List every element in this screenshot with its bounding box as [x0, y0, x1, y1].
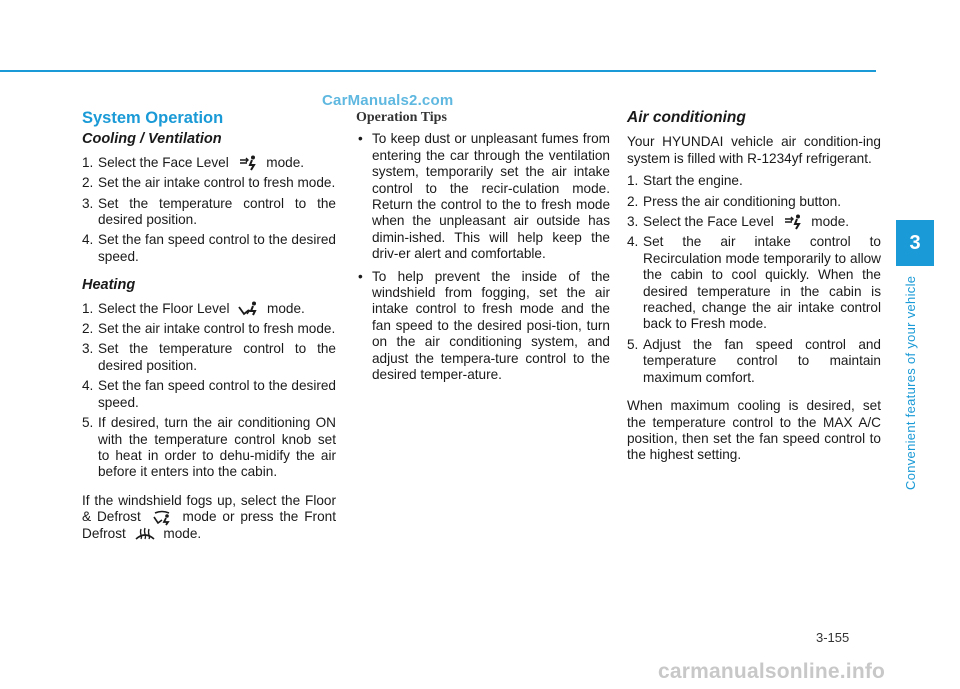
chapter-title: Convenient features of your vehicle: [903, 275, 918, 490]
list-item: • To help prevent the inside of the windshield from fogging, set the air intake control to fresh mode and the fan speed to the desired posi-tion, turn on the air conditioning system, and adjust the tempera-ture control to the desired temper-ature.: [358, 268, 610, 383]
floor-level-icon: [237, 301, 259, 317]
section-title: System Operation: [82, 109, 224, 127]
list-item: 4. Set the air intake control to Recirculation mode temporarily to allow the cabin to cool quickly. When the desired temperature in the cabin is reached, change the air intake control back to Fresh mode.: [627, 234, 881, 332]
list-item: 5. Adjust the fan speed control and temperature control to maintain maximum comfort.: [627, 336, 881, 385]
column-3: [627, 110, 881, 470]
list-item: 2. Set the air intake control to fresh mode.: [82, 175, 336, 191]
list-item: 2. Set the air intake control to fresh mode.: [82, 321, 336, 337]
column-1: [82, 110, 336, 548]
ac-steps: [627, 173, 881, 386]
list-item: 3. Select the Face Level mode.: [627, 214, 850, 230]
watermark-top[interactable]: CarManuals2.com: [322, 92, 454, 109]
list-item: 3. Set the temperature control to the desired position.: [82, 341, 336, 373]
face-level-icon: [782, 214, 804, 230]
page-number: 3-155: [816, 630, 850, 645]
operation-tips-list: [356, 131, 610, 383]
top-rule: [0, 70, 876, 72]
list-item: 4. Set the fan speed control to the desired speed.: [82, 232, 336, 264]
front-defrost-icon: [134, 526, 156, 542]
list-item: 1. Select the Floor Level mode.: [82, 300, 305, 316]
list-item: 4. Set the fan speed control to the desired speed.: [82, 378, 336, 410]
heating-steps: [82, 301, 336, 481]
floor-defrost-icon: [151, 510, 173, 526]
operation-tips-heading: Operation Tips: [356, 110, 447, 125]
defrost-paragraph: If the windshield fogs up, select the Floor & Defrost mode or press the Front Defrost mode.: [82, 492, 336, 541]
column-2: [356, 110, 610, 390]
list-item: 1. Start the engine.: [627, 173, 743, 189]
heating-heading: Heating: [82, 277, 136, 294]
ac-closing: When maximum cooling is desired, set the temperature control to the MAX A/C position, then set the fan speed control to the highest setting.: [627, 398, 881, 463]
list-item: 3. Set the temperature control to the desired position.: [82, 195, 336, 228]
list-item: 2. Press the air conditioning button.: [627, 193, 841, 209]
list-item: 1. Select the Face Level mode.: [82, 154, 305, 170]
ac-intro: Your HYUNDAI vehicle air condition-ing system is filled with R-1234yf refrigerant.: [627, 134, 881, 166]
list-item: 5. If desired, turn the air conditioning ON with the temperature control knob set to heat in order to dehu-midify the air before it enters into the cabin.: [82, 415, 336, 480]
list-item: • To keep dust or unpleasant fumes from entering the car through the ventilation system, temporarily set the air intake control to the recir-culation mode. Return the control to the to fresh mode when the unpleasant air outside has dimin-ished. This will help keep the driv-er alert and comfortable.: [358, 131, 610, 262]
cooling-heading: Cooling / Ventilation: [82, 131, 222, 148]
air-conditioning-heading: Air conditioning: [627, 109, 746, 126]
face-level-icon: [237, 155, 259, 171]
chapter-number: 3: [909, 232, 921, 254]
watermark-bottom[interactable]: carmanualsonline.info: [658, 660, 886, 683]
cooling-steps: [82, 155, 336, 265]
